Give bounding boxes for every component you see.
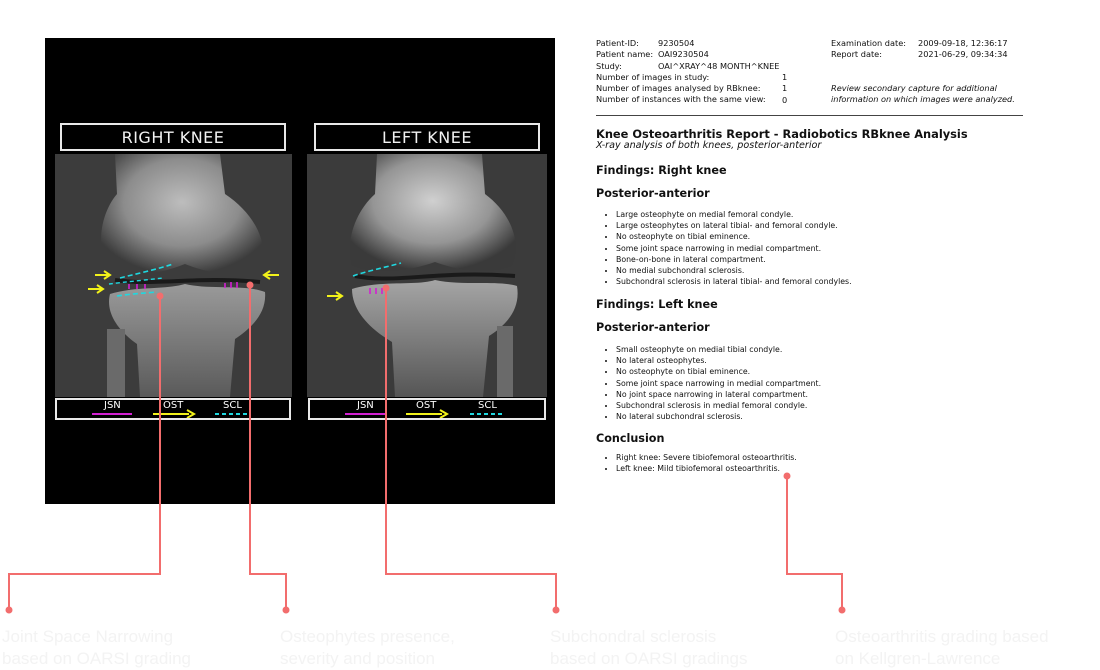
callout-ost-caption: [280, 626, 455, 670]
meta-right-values: [918, 38, 1008, 61]
legend-ost-label: OST: [163, 400, 184, 411]
list-item: • No osteophyte on tibial eminence.: [616, 231, 852, 242]
meta-label: Number of images analysed by RBknee:: [596, 83, 761, 94]
study-value: OAI^XRAY^48 MONTH^KNEE: [658, 60, 780, 71]
list-item: • Subchondral sclerosis in medial femoral condyle.: [616, 400, 821, 411]
list-item: • Left knee: Mild tibiofemoral osteoarthritis.: [616, 463, 797, 474]
list-item: • Subchondral sclerosis in lateral tibial- and femoral condyles.: [616, 276, 852, 287]
callout-line2: based on OARSI gradings: [550, 649, 748, 668]
callout-line2: severity and position: [280, 649, 435, 668]
left-knee-heading: Findings: Left knee: [596, 298, 718, 311]
ost-arrow-right-knee-upper: [95, 271, 110, 279]
scl-line-right-knee-2: [117, 292, 157, 296]
report-date-value: 2021-06-29, 09:34:34: [918, 49, 1008, 60]
callout-line2: on Kellgren-Lawrence: [835, 649, 1001, 668]
review-note: [831, 83, 1015, 106]
callout-dot-kl-end: [839, 607, 846, 614]
callout-line1: Joint Space Narrowing: [2, 627, 174, 646]
conclusion-heading: Conclusion: [596, 432, 665, 445]
patient-name-value: OAI9230504: [658, 49, 709, 60]
report-title: Knee Osteoarthritis Report - Radiobotics RBknee Analysis: [596, 127, 968, 141]
images-analysed-value: 1: [782, 83, 788, 94]
meta-label: Study:: [596, 60, 622, 71]
callout-line1: Osteophytes presence,: [280, 627, 455, 646]
header-divider: [596, 115, 1023, 116]
callout-line1: Osteoarthritis grading based: [835, 627, 1049, 646]
list-item: • No osteophyte on tibial eminence.: [616, 366, 821, 377]
list-item: • No lateral subchondral sclerosis.: [616, 411, 821, 422]
examination-date-value: 2009-09-18, 12:36:17: [918, 38, 1008, 48]
list-item: • Large osteophytes on lateral tibial- and femoral condyle.: [616, 220, 852, 231]
meta-label: Patient-ID:: [596, 38, 639, 48]
list-item: • Some joint space narrowing in medial compartment.: [616, 378, 821, 389]
jsn-marks-left-knee: [370, 288, 382, 294]
callout-dot-jsn-end: [6, 607, 13, 614]
same-view-value: 0: [782, 94, 788, 105]
meta-label: Report date:: [831, 49, 882, 60]
callout-dot-ost-end: [283, 607, 290, 614]
left-legend-swatches: [310, 400, 544, 418]
callout-line2: based on OARSI grading: [2, 649, 192, 668]
callout-jsn-caption: [2, 626, 191, 670]
report-subtitle: X-ray analysis of both knees, posterior-anterior: [596, 140, 822, 151]
callout-scl-caption: [550, 626, 748, 670]
legend-scl-label: SCL: [478, 400, 497, 411]
meta-label: Examination date:: [831, 38, 906, 48]
list-item: • Right knee: Severe tibiofemoral osteoarthritis.: [616, 452, 797, 463]
callout-line1: Subchondral sclerosis: [550, 627, 717, 646]
legend-ost-label: OST: [416, 400, 437, 411]
images-in-study-value: 1: [782, 72, 788, 82]
callout-dot-scl-end: [553, 607, 560, 614]
right-knee-heading: Findings: Right knee: [596, 164, 727, 177]
jsn-marks-right-knee-lateral: [225, 282, 237, 288]
list-item: • No joint space narrowing in lateral compartment.: [616, 389, 821, 400]
legend-scl-label: SCL: [223, 400, 242, 411]
right-knee-legend: [55, 398, 291, 420]
scl-line-left-knee: [353, 263, 401, 276]
right-legend-swatches: [57, 400, 289, 418]
meta-label: Number of instances with the same view:: [596, 94, 766, 105]
right-knee-findings: [596, 209, 852, 287]
scl-line-right-knee-1: [120, 264, 173, 278]
scl-line-right-knee-3: [109, 278, 163, 284]
left-knee-findings: [596, 344, 821, 422]
list-item: • Large osteophyte on medial femoral condyle.: [616, 209, 852, 220]
list-item: • No medial subchondral sclerosis.: [616, 265, 852, 276]
meta-label: Patient name:: [596, 49, 654, 60]
callout-line-kl: [787, 476, 842, 610]
right-knee-title: RIGHT KNEE: [60, 123, 286, 151]
xray-panel: [45, 38, 555, 504]
review-note-line: information on which images were analyzed.: [831, 94, 1015, 105]
callout-kl-caption: [835, 626, 1049, 670]
list-item: • Bone-on-bone in lateral compartment.: [616, 254, 852, 265]
ost-arrow-right-knee-lower: [88, 285, 103, 293]
review-note-line: Review secondary capture for additional: [831, 83, 997, 93]
meta-right-labels: [831, 38, 906, 61]
ost-arrow-right-knee-lateral: [264, 271, 279, 279]
list-item: • Small osteophyte on medial tibial condyle.: [616, 344, 821, 355]
jsn-marks-right-knee-medial: [129, 284, 145, 289]
meta-left-values-counts: [782, 72, 787, 106]
left-knee-view-heading: Posterior-anterior: [596, 321, 710, 334]
list-item: • Some joint space narrowing in medial compartment.: [616, 243, 852, 254]
left-knee-legend: [308, 398, 546, 420]
list-item: • No lateral osteophytes.: [616, 355, 821, 366]
annotation-overlay: [45, 38, 555, 504]
conclusion-list: [596, 452, 797, 474]
ost-arrow-left-knee: [327, 292, 342, 300]
right-knee-view-heading: Posterior-anterior: [596, 187, 710, 200]
legend-jsn-label: JSN: [104, 400, 121, 411]
meta-left-values-top: [658, 38, 779, 72]
legend-jsn-label: JSN: [357, 400, 374, 411]
meta-label: Number of images in study:: [596, 71, 710, 82]
left-knee-title: LEFT KNEE: [314, 123, 540, 151]
patient-id-value: 9230504: [658, 38, 695, 48]
